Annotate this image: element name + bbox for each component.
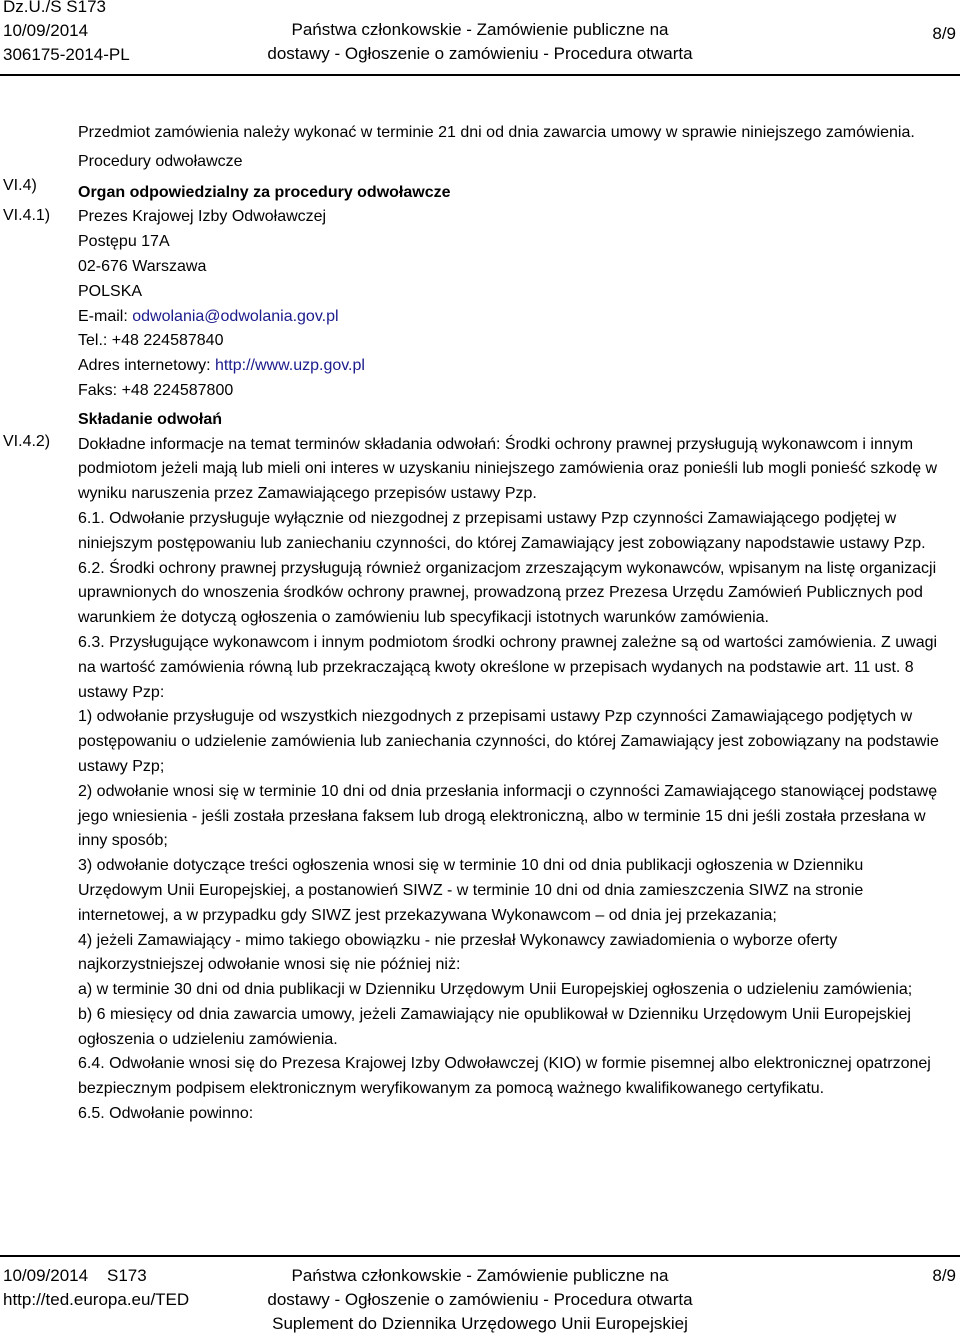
- appeals-paragraph: 3) odwołanie dotyczące treści ogłoszenia wnosi się w terminie 10 dni od dnia publikacji ogłoszenia w Dzienniku Urzędowym Unii Europejskiej, a postanowień SIWZ - w terminie 10 dni od dnia zamieszczenia SIWZ na stronie internetowej, a w przypadku gdy SIWZ jest przekazywana Wykonawcom – od dnia jej przekazania;: [78, 857, 864, 924]
- org-email-line: [78, 305, 950, 330]
- web-link[interactable]: http://www.uzp.gov.pl: [214, 357, 365, 375]
- header-title-line2: dostawy - Ogłoszenie o zamówieniu - Procedura otwarta: [267, 44, 693, 63]
- footer-divider: [0, 1255, 960, 1257]
- appeals-paragraph: 6.4. Odwołanie wnosi się do Prezesa Krajowej Izby Odwoławczej (KIO) w formie pisemnej albo elektronicznej opatrzonej bezpiecznym podpisem elektronicznym weryfikowanym za pomocą ważnego kwalifikowanego certyfikatu.: [78, 1055, 931, 1098]
- org-web-line: [78, 354, 950, 379]
- footer-title-line2: dostawy - Ogłoszenie o zamówieniu - Procedura otwarta: [267, 1290, 693, 1309]
- appeals-paragraph: 6.2. Środki ochrony prawnej przysługują również organizacjom zrzeszającym wykonawców, wpisanym na listę organizacji uprawnionych do wnoszenia środków ochrony prawnej, prowadzoną przez Prezesa Urzędu Zamówień Publicznych pod warunkiem że dotyczą ogłoszenia o zamówieniu lub specyfikacji istotnych warunków zamówienia.: [78, 559, 937, 627]
- appeals-paragraph: 4) jeżeli Zamawiający - mimo takiego obowiązku - nie przesłał Wykonawcy zawiadomienia o wyborze oferty najkorzystniejszej odwołanie wnosi się nie później niż:: [78, 931, 838, 974]
- appeals-paragraph: 6.5. Odwołanie powinno:: [78, 1105, 254, 1123]
- appeals-heading: Składanie odwołań: [78, 410, 223, 428]
- org-fax: Faks: +48 224587800: [78, 381, 234, 399]
- section-number-vi41: VI.4.1): [3, 207, 51, 224]
- header-page-number: 8/9: [932, 24, 956, 43]
- org-city: 02-676 Warszawa: [78, 257, 207, 275]
- header-date: 10/09/2014: [3, 21, 89, 40]
- footer-title-line3: Suplement do Dziennika Urzędowego Unii Europejskiej: [272, 1314, 688, 1333]
- org-name: Prezes Krajowej Izby Odwoławczej: [78, 208, 327, 226]
- appeals-paragraph: 6.1. Odwołanie przysługuje wyłącznie od niezgodnej z przepisami ustawy Pzp czynności Zamawiającego podjętej w niniejszym postępowaniu lub zaniechaniu czynności, do której Zamawiający jest zobowiązany napodstawie ustawy Pzp.: [78, 509, 926, 552]
- footer-url[interactable]: http://ted.europa.eu/TED: [3, 1290, 190, 1309]
- appeals-paragraph: b) 6 miesięcy od dnia zawarcia umowy, jeżeli Zamawiający nie opublikował w Dzienniku Urzędowym Unii Europejskiej ogłoszenia o udzieleniu zamówienia.: [78, 1005, 911, 1048]
- appeals-paragraph: Dokładne informacje na temat terminów składania odwołań: Środki ochrony prawnej przysługują wykonawcom i innym podmiotom jeżeli mają lub mieli oni interes w uzyskaniu niniejszego zamówienia oraz ponieśli lub mogli ponieść szkodę w wyniku naruszenia przez Zamawiającego przepisów ustawy Pzp.: [78, 435, 938, 503]
- header-divider: [0, 74, 960, 76]
- footer-date: 10/09/2014: [3, 1266, 89, 1285]
- org-street: Postępu 17A: [78, 233, 170, 251]
- appeals-paragraph: 1) odwołanie przysługuje od wszystkich niezgodnych z przepisami ustawy Pzp czynności Zamawiającego podjętych w postępowaniu o udzielenie zamówienia lub zaniechania czynności, do której Zamawiający jest zobowiązany na podstawie ustawy Pzp;: [78, 708, 939, 775]
- journal-ref: Dz.U./S S173: [3, 0, 106, 16]
- appeals-paragraph: a) w terminie 30 dni od dnia publikacji w Dzienniku Urzędowym Unii Europejskiej ogłoszenia o udzieleniu zamówienia;: [78, 981, 913, 999]
- footer-title-line1: Państwa członkowskie - Zamówienie publiczne na: [291, 1266, 669, 1285]
- doc-id: 306175-2014-PL: [3, 45, 130, 64]
- web-label: Adres internetowy:: [78, 357, 215, 375]
- org-country: POLSKA: [78, 282, 143, 300]
- section-number-vi42: VI.4.2): [3, 433, 51, 450]
- appeals-paragraph: 2) odwołanie wnosi się w terminie 10 dni od dnia przesłania informacji o czynności Zamawiającego stanowiącej podstawę jego wniesienia - jeśli została przesłana faksem lub drogą elektroniczną, albo w terminie 15 dni jeśli została przesłana w inny sposób;: [78, 782, 938, 850]
- org-tel: Tel.: +48 224587840: [78, 332, 224, 350]
- email-link[interactable]: odwolania@odwolania.gov.pl: [132, 307, 339, 325]
- intro-paragraph: Przedmiot zamówienia należy wykonać w terminie 21 dni od dnia zawarcia umowy w sprawie niniejszego zamówienia.: [78, 124, 915, 141]
- footer-title: [0, 1264, 960, 1336]
- email-label: E-mail:: [78, 307, 133, 325]
- document-body: [78, 121, 950, 1127]
- appeals-paragraph: 6.3. Przysługujące wykonawcom i innym podmiotom środki ochrony prawnej zależne są od wartości zamówienia. Z uwagi na wartość zamówienia równą lub przekraczającą kwoty określone w przepisach wydanych na podstawie art. 11 ust. 8 ustawy Pzp:: [78, 633, 938, 701]
- organ-heading: Organ odpowiedzialny za procedury odwoławcze: [78, 183, 451, 201]
- header-title: [0, 18, 960, 66]
- footer-series: S173: [107, 1266, 147, 1285]
- footer-page-number: 8/9: [932, 1266, 956, 1285]
- header-title-line1: Państwa członkowskie - Zamówienie publiczne na: [291, 20, 669, 39]
- procedures-heading: Procedury odwoławcze: [78, 152, 243, 170]
- section-number-vi4: VI.4): [3, 177, 37, 194]
